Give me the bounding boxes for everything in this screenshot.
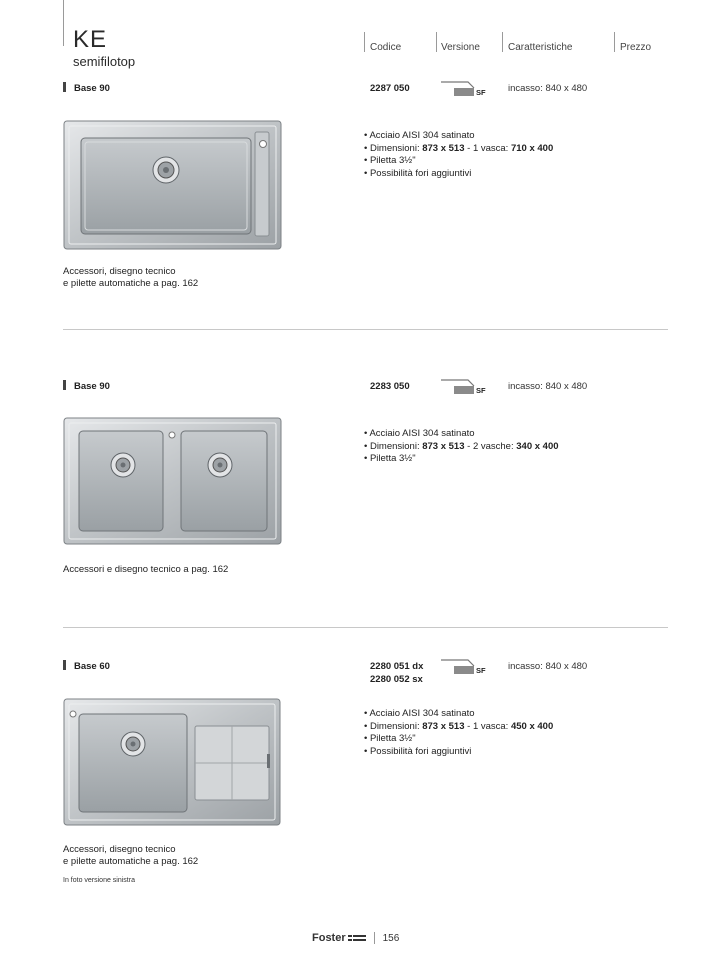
product-codes: 2280 051 dx 2280 052 sx [370,661,424,685]
sink-image [63,698,283,828]
feature-item: • Piletta 3½" [364,733,416,744]
feature-item: • Piletta 3½" [364,155,416,166]
col-divider [614,32,615,52]
base-marker [63,660,66,670]
footer-divider [374,932,375,944]
feature-item: • Dimensioni: 873 x 513 - 1 vasca: 710 x 400 [364,142,554,154]
feature-item: • Possibilità fori aggiuntivi [364,167,472,179]
incasso-text: incasso: 840 x 480 [508,381,588,392]
feature-item: • Dimensioni: 873 x 513 - 2 vasche: 340 x 400 [364,440,559,452]
accessories-note: Accessori, disegno tecnico e pilette automatiche a pag. 162 [63,844,199,867]
col-divider [364,32,365,52]
incasso-text: incasso: 840 x 480 [508,83,588,94]
sink-image [63,417,283,547]
features-list [364,708,553,758]
version-code: SF [476,386,486,395]
section-divider [63,329,668,330]
product-code: 2287 050 [370,83,410,94]
feature-item: • Acciaio AISI 304 satinato [364,428,475,439]
feature-item: • Acciaio AISI 304 satinato [364,708,475,719]
feature-item: • Piletta 3½" [364,453,416,464]
col-header-features: Caratteristiche [508,42,573,53]
footer [312,932,399,944]
features-list [364,428,559,466]
accessories-note: Accessori e disegno tecnico a pag. 162 [63,564,229,575]
col-header-code: Codice [370,42,402,53]
base-label: Base 90 [74,83,110,94]
col-header-price: Prezzo [620,42,652,53]
brand-mark-icon [348,934,366,943]
col-header-version: Versione [441,42,480,53]
feature-item: • Possibilità fori aggiuntivi [364,745,472,757]
version-code: SF [476,88,486,97]
photo-note: In foto versione sinistra [63,877,135,884]
sink-image [63,120,283,252]
page-number: 156 [382,932,400,944]
base-marker [63,380,66,390]
features-list [364,130,553,180]
feature-item: • Dimensioni: 873 x 513 - 1 vasca: 450 x 400 [364,720,554,732]
section-divider [63,627,668,628]
page-subtitle: semifilotop [73,54,136,69]
base-marker [63,82,66,92]
header-rule [63,0,64,46]
base-label: Base 60 [74,661,110,672]
page-title: KE [73,26,108,53]
incasso-text: incasso: 840 x 480 [508,661,588,672]
accessories-note: Accessori, disegno tecnico e pilette automatiche a pag. 162 [63,266,199,289]
brand-logo: Foster [312,932,346,944]
col-divider [502,32,503,52]
version-code: SF [476,666,486,675]
feature-item: • Acciaio AISI 304 satinato [364,130,475,141]
col-divider [436,32,437,52]
product-code: 2283 050 [370,381,410,392]
base-label: Base 90 [74,381,110,392]
